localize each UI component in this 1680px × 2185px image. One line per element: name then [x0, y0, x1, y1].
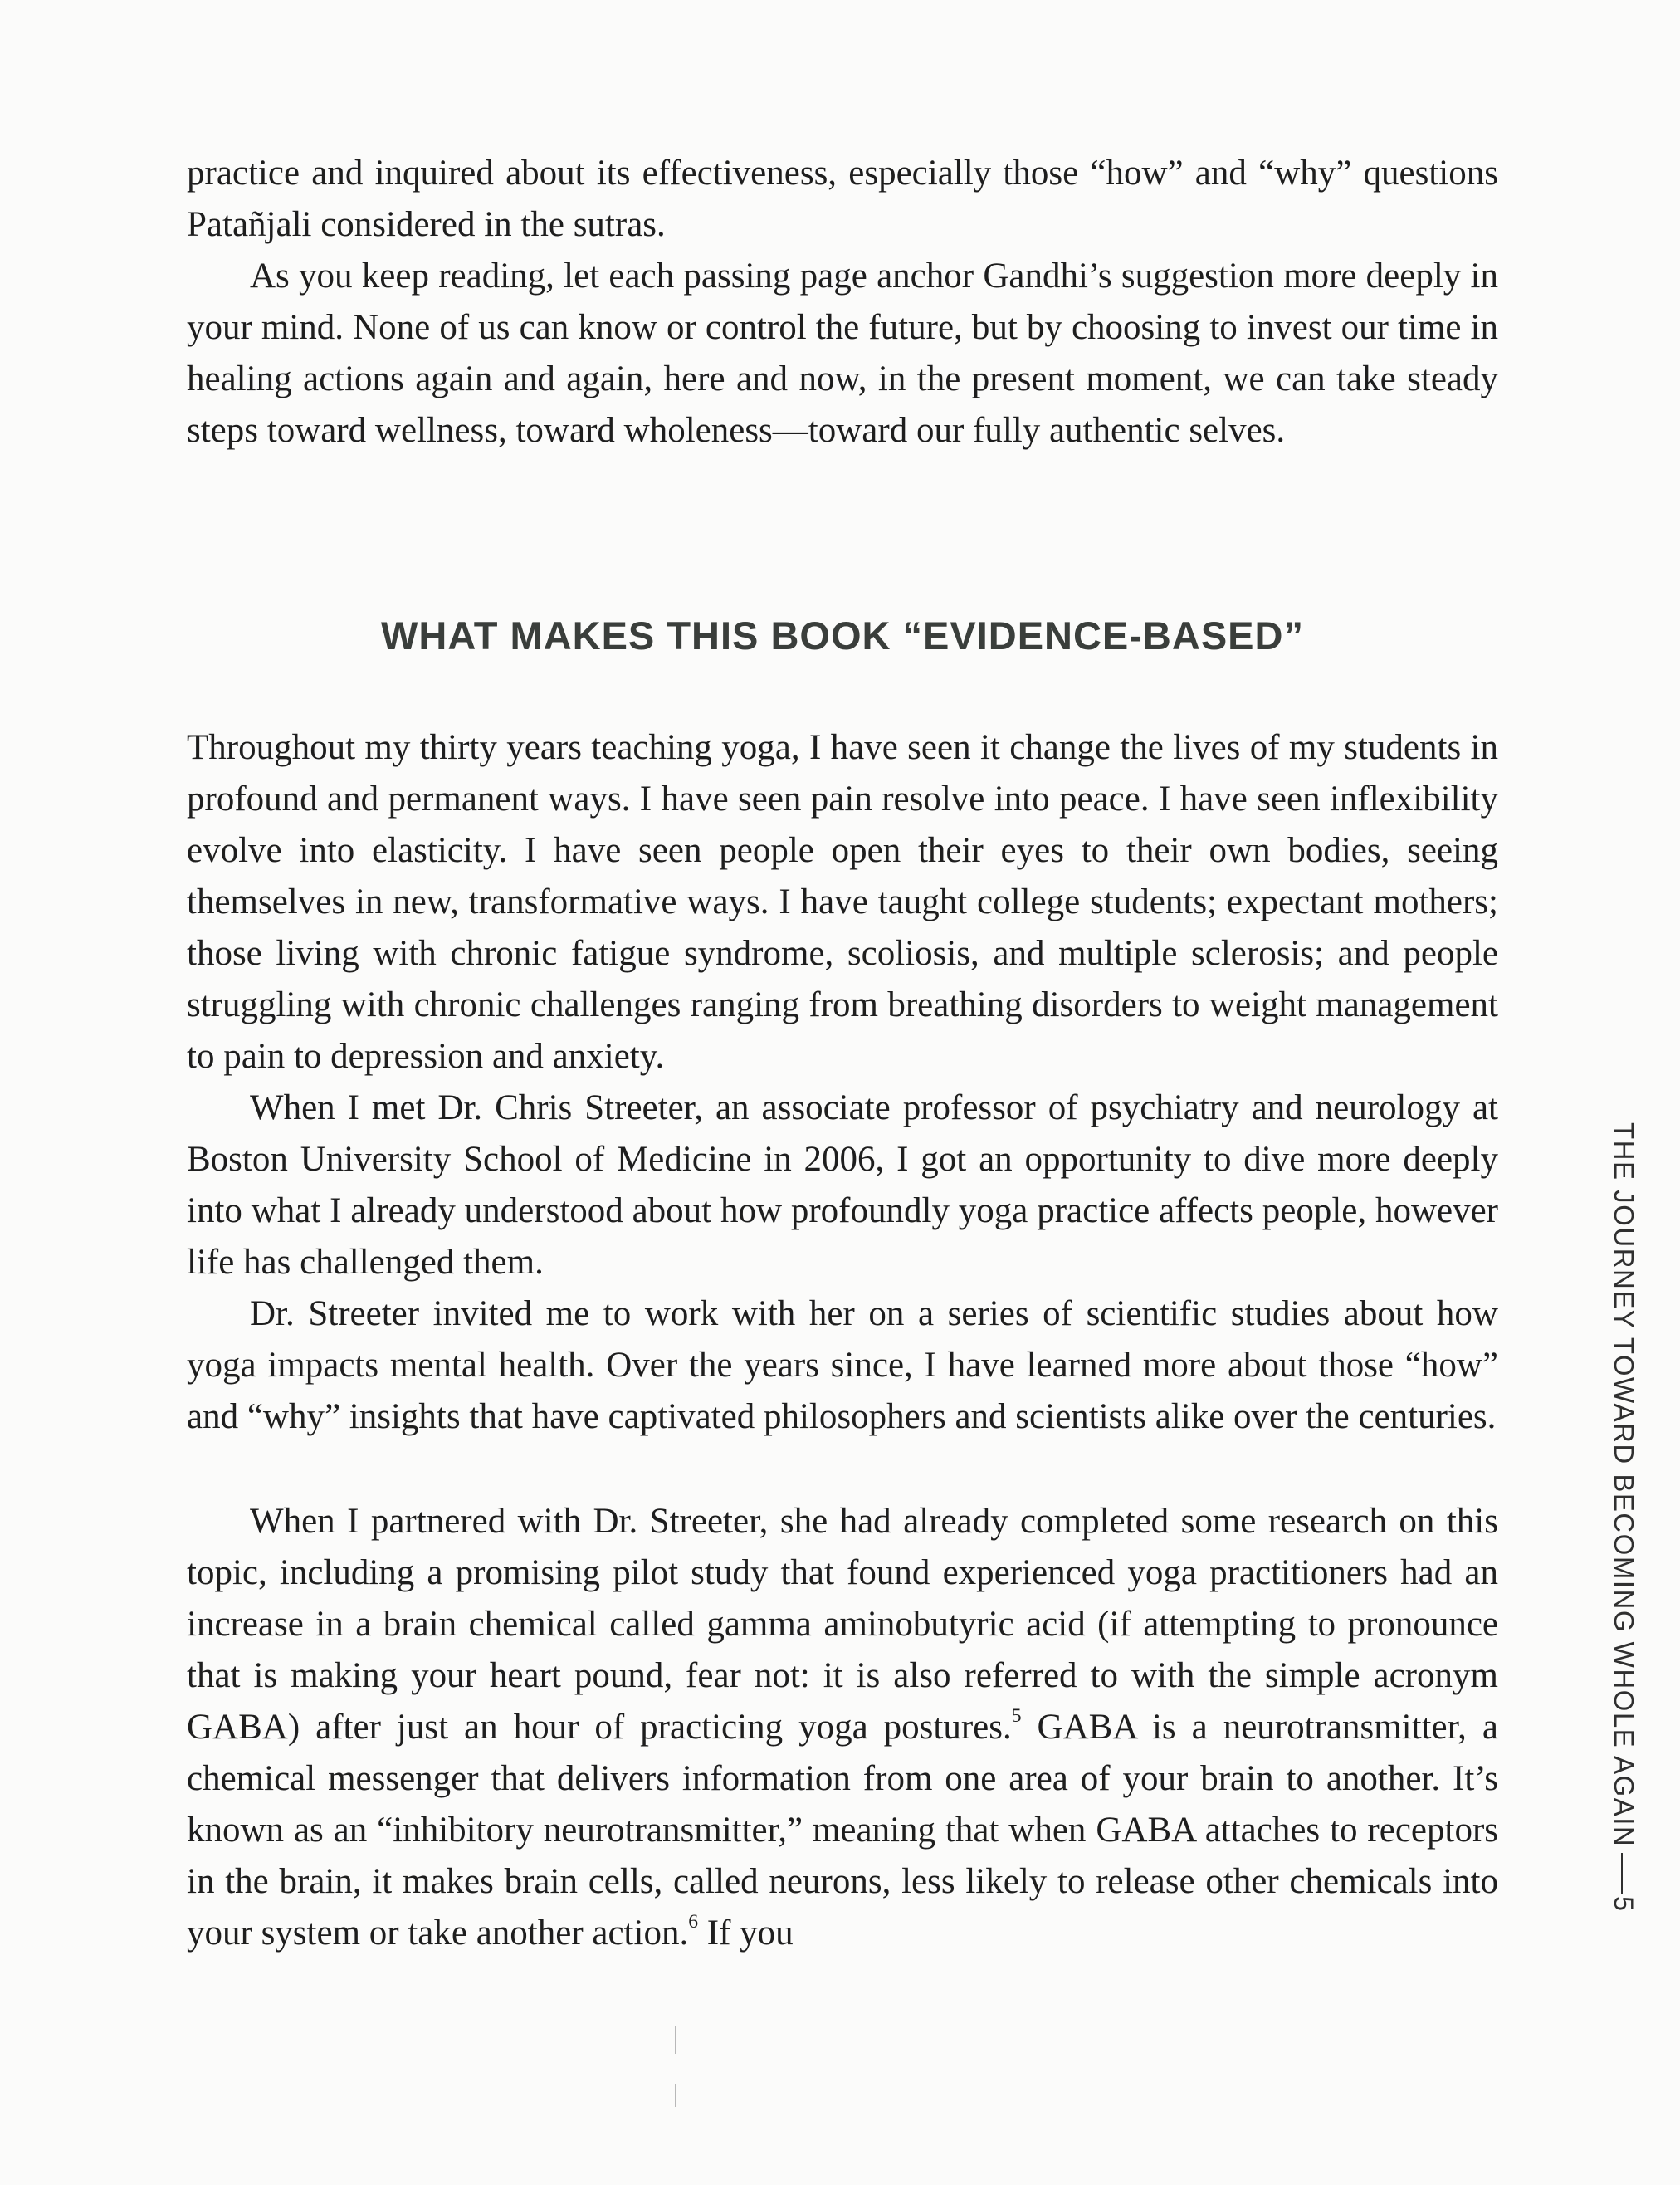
running-head-text: THE JOURNEY TOWARD BECOMING WHOLE AGAIN	[1609, 1122, 1639, 1848]
scan-mark	[675, 2084, 676, 2107]
paragraph-thirty-years: Throughout my thirty years teaching yoga, I have seen it change the lives of my students in profound and permanent ways. I have seen pain resolve into peace. I have seen inflexibility evolve into elasticity. I have seen people open their eyes to their own bodies, seeing themselves in new, transformative ways. I have taught college students; expectant mothers; those living with chronic fatigue syndrome, scoliosis, and multiple sclerosis; and people struggling with chronic challenges ranging from breathing disorders to weight management to pain to depression and anxiety.	[187, 728, 1498, 1076]
paragraph-met-streeter: When I met Dr. Chris Streeter, an associate professor of psychiatry and neurology at Boston University School of Medicine in 2006, I got an opportunity to dive more deeply into what I already understood about how profoundly yoga practice affects people, however life has challenged them.	[187, 1088, 1498, 1282]
scan-mark	[675, 2026, 676, 2054]
paragraph-continuation: practice and inquired about its effectiveness, especially those “how” and “why” questions Patañjali considered in the sutras.	[187, 154, 1498, 244]
gaba-text-part-3: If you	[698, 1914, 794, 1953]
paragraph-gandhi: As you keep reading, let each passing page anchor Gandhi’s suggestion more deeply in your mind. None of us can know or control the future, but by choosing to invest our time in healing actions again and again, here and now, in the present moment, we can take steady steps toward wellness, toward wholeness—toward our fully authentic selves.	[187, 257, 1498, 450]
paragraph-studies: Dr. Streeter invited me to work with her on a series of scientific studies about how yoga impacts mental health. Over the years since, I have learned more about those “how” and “why” insights that have captivated philosophers and scientists alike over the centuries.	[187, 1294, 1498, 1436]
paragraph-gaba	[187, 1496, 1498, 1959]
gaba-text-part-2: GABA is a neurotransmitter, a chemical messenger that delivers information from one area of your brain to another. It’s known as an “inhibitory neurotransmitter,” meaning that when GABA attaches to receptors in the brain, it makes brain cells, called neurons, less likely to release other chemicals into your system or take another action.	[187, 1708, 1498, 1953]
page-number: 5	[1609, 1896, 1638, 1911]
gaba-text-part-1: When I partnered with Dr. Streeter, she had already completed some research on this topic, including a promising pilot study that found experienced yoga practitioners had an increase in a brain chemical called gamma aminobutyric acid (if attempting to pronounce that is making your heart pound, fear not: it is also referred to with the simple acronym GABA) after just an hour of practicing yoga postures.	[187, 1502, 1498, 1747]
footnote-ref-6: 6	[688, 1910, 699, 1933]
section-heading: WHAT MAKES THIS BOOK “EVIDENCE-BASED”	[381, 613, 1304, 657]
footnote-ref-5: 5	[1011, 1704, 1022, 1727]
